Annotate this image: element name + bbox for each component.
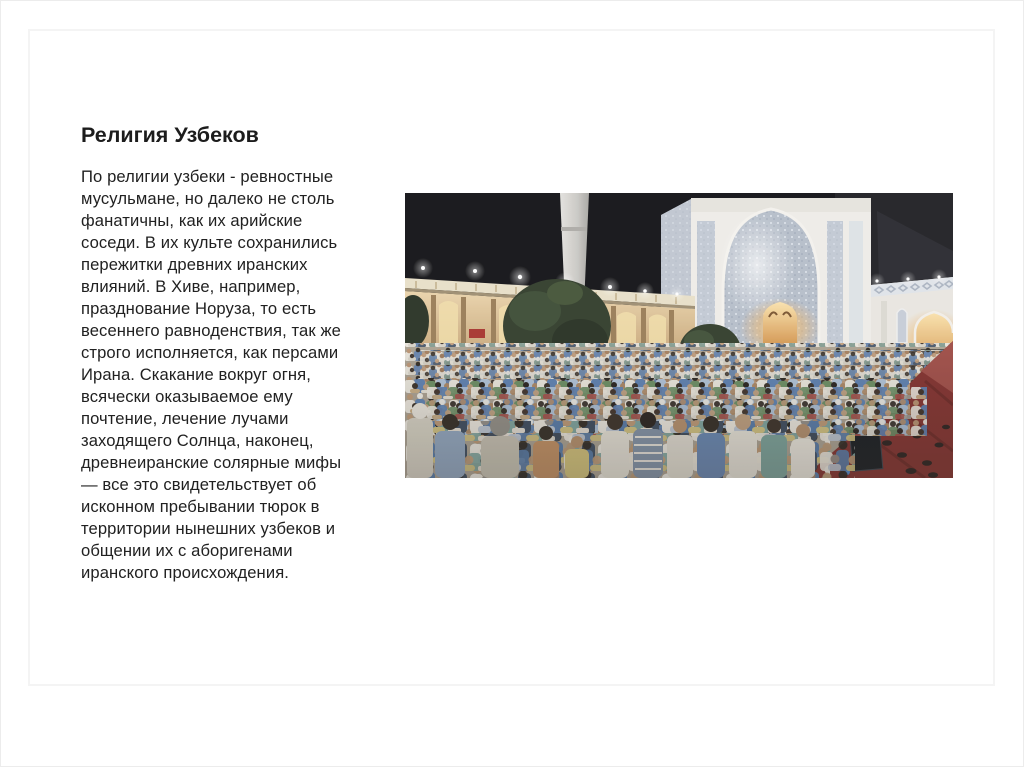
slide-title: Религия Узбеков <box>81 123 259 147</box>
photo-wash-overlay <box>405 193 953 478</box>
slide-body-text: По религии узбеки - ревностные мусульмане, но далеко не столь фанатичны, как их арийские соседи. В их культе сохранились пережитки древних иранских влияний. В Хиве, например, празднование Норуза, то есть весеннего равноденствия, так же строго исполняется, как персами Ирана. Скакание вокруг огня, всячески оказываемое ему почтение, лечение лучами заходящего Солнца, наконец, древнеиранские солярные мифы — все это свидетельствует об исконном пребывании тюрок в территории нынешних узбеков и общении их с аборигенами иранского происхождения. <box>81 166 342 582</box>
text-column <box>81 122 421 584</box>
mosque-photo <box>405 193 953 478</box>
